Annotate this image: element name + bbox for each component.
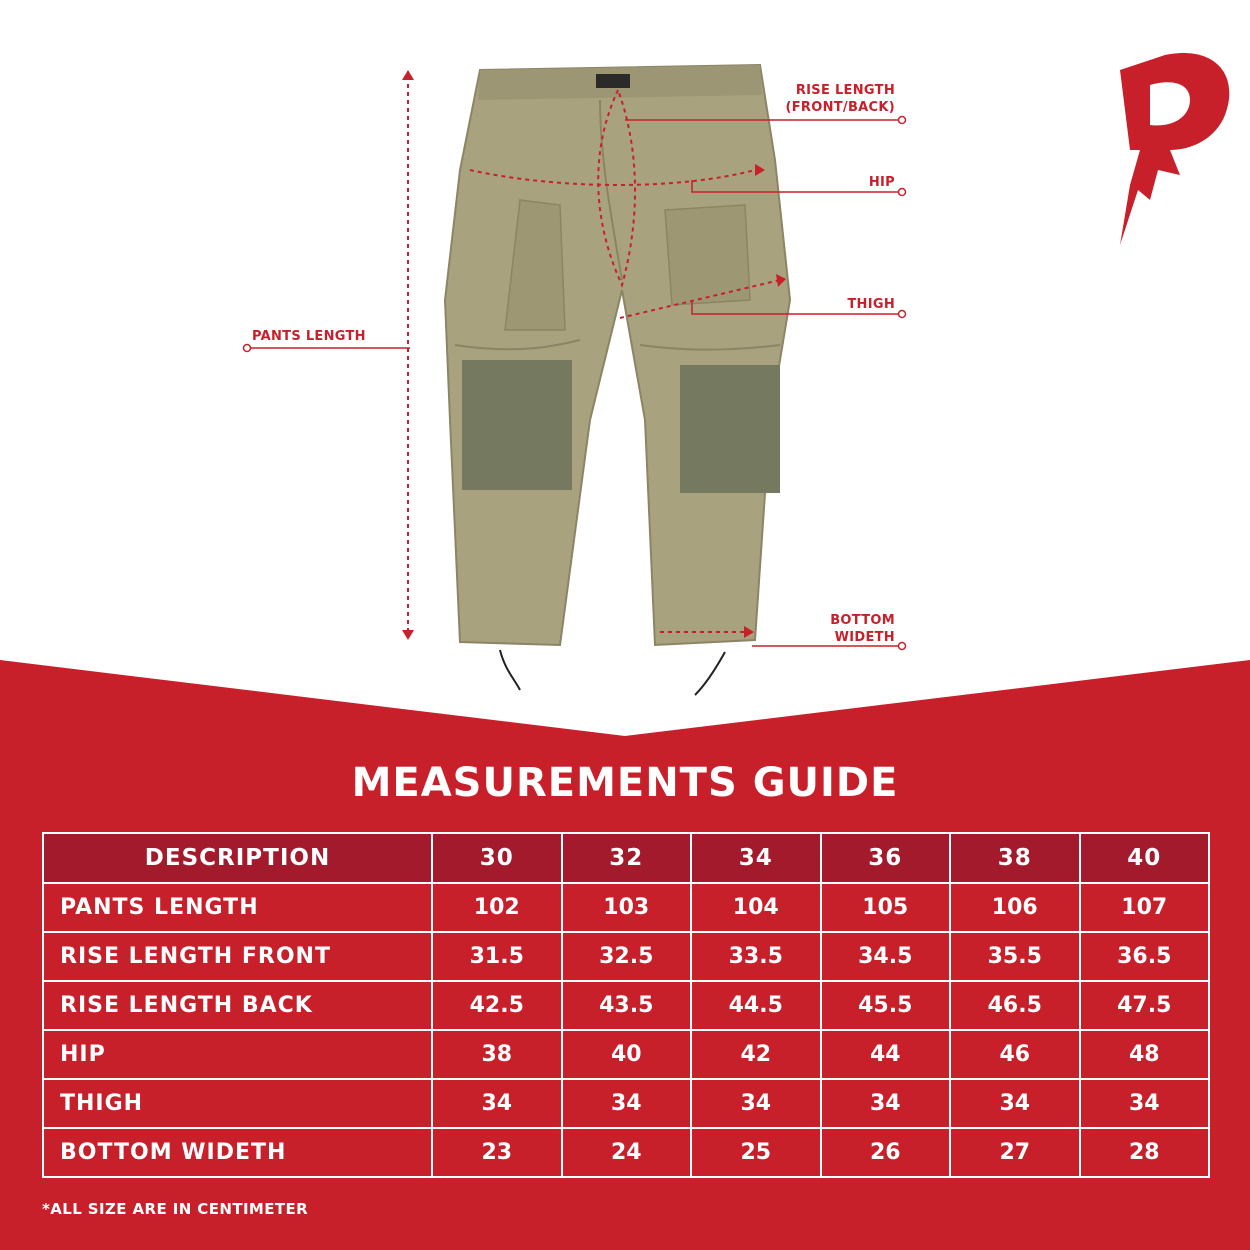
callout-bottom-width [760,612,895,646]
table-cell: 42.5 [432,981,562,1030]
table-row [43,981,1209,1030]
table-cell: 42 [691,1030,821,1079]
header-description: DESCRIPTION [43,833,432,883]
footnote: *ALL SIZE ARE IN CENTIMETER [42,1200,309,1218]
table-cell: 34 [691,1079,821,1128]
table-cell: 40 [562,1030,692,1079]
callout-rise-length [760,82,895,116]
callout-thigh: THIGH [847,297,895,312]
table-cell: 23 [432,1128,562,1177]
table-cell: 33.5 [691,932,821,981]
table-row [43,1030,1209,1079]
table-cell: 34 [562,1079,692,1128]
table-cell: 46 [950,1030,1080,1079]
table-cell: 34 [432,1079,562,1128]
size-table [42,832,1210,1178]
header-size: 36 [821,833,951,883]
callout-rise-length-title: RISE LENGTH [795,83,895,98]
table-cell: 47.5 [1080,981,1210,1030]
callout-hip: HIP [868,175,895,190]
table-cell: 43.5 [562,981,692,1030]
table-cell: 24 [562,1128,692,1177]
table-cell: 46.5 [950,981,1080,1030]
table-cell: 45.5 [821,981,951,1030]
callout-rise-length-sub: (FRONT/BACK) [785,100,895,115]
callout-bottom-title: BOTTOM [830,613,895,628]
table-cell: 26 [821,1128,951,1177]
size-header-row [43,833,1209,883]
callout-pants-length: PANTS LENGTH [252,329,366,344]
row-label: RISE LENGTH FRONT [43,932,432,981]
header-size: 34 [691,833,821,883]
table-cell: 38 [432,1030,562,1079]
guide-title: MEASUREMENTS GUIDE [351,760,899,806]
row-label: PANTS LENGTH [43,883,432,932]
table-cell: 36.5 [1080,932,1210,981]
table-cell: 44 [821,1030,951,1079]
brand-logo-icon [1120,53,1229,245]
table-cell: 27 [950,1128,1080,1177]
table-cell: 106 [950,883,1080,932]
callout-bottom-sub: WIDETH [834,630,895,645]
table-cell: 105 [821,883,951,932]
table-cell: 48 [1080,1030,1210,1079]
table-cell: 28 [1080,1128,1210,1177]
header-size: 38 [950,833,1080,883]
table-cell: 44.5 [691,981,821,1030]
table-cell: 32.5 [562,932,692,981]
header-size: 40 [1080,833,1210,883]
table-cell: 35.5 [950,932,1080,981]
table-row [43,1128,1209,1177]
table-cell: 102 [432,883,562,932]
pants-icon [445,65,790,695]
row-label: BOTTOM WIDETH [43,1128,432,1177]
table-cell: 103 [562,883,692,932]
table-cell: 34 [950,1079,1080,1128]
table-cell: 34 [821,1079,951,1128]
header-size: 32 [562,833,692,883]
header-size: 30 [432,833,562,883]
row-label: HIP [43,1030,432,1079]
table-row [43,1079,1209,1128]
table-cell: 31.5 [432,932,562,981]
table-cell: 107 [1080,883,1210,932]
row-label: THIGH [43,1079,432,1128]
row-label: RISE LENGTH BACK [43,981,432,1030]
table-cell: 104 [691,883,821,932]
table-row [43,932,1209,981]
table-cell: 25 [691,1128,821,1177]
table-row [43,883,1209,932]
table-cell: 34.5 [821,932,951,981]
table-cell: 34 [1080,1079,1210,1128]
